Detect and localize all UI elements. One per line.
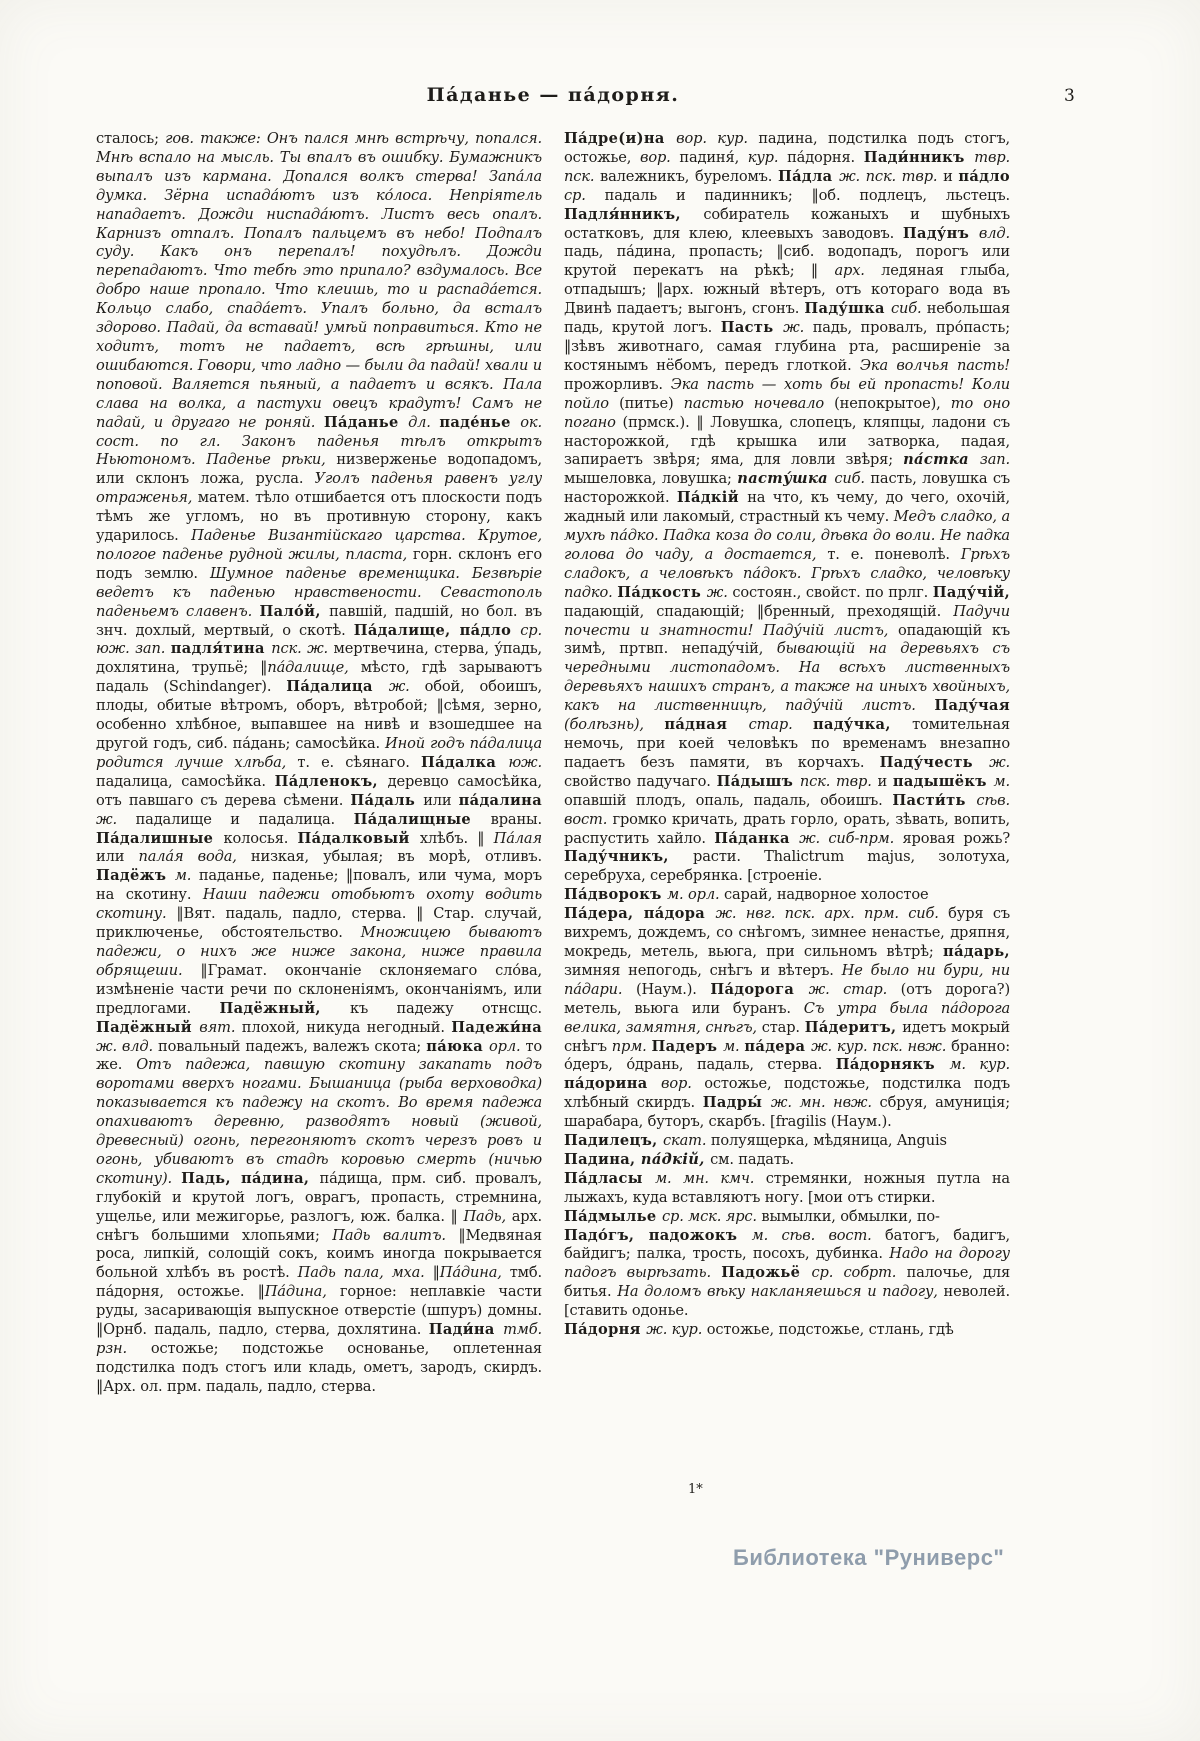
text-run: Иной годъ па́далица родится лучше хлѣба,	[96, 735, 542, 771]
text-run: м.	[993, 772, 1010, 790]
text-run: паданье, паденье; ‖повалъ, или чума, моръ на скотину.	[96, 867, 542, 904]
text-run: ‖Грамат. окончаніе склоняемаго сло́ва, измѣненіе части речи по склоненіямъ, окончаніямъ, или предлогами.	[96, 961, 542, 1017]
text-run: па́юка	[426, 1037, 489, 1055]
text-run: буря съ вихремъ, дождемъ, со снѣгомъ, зимнее ненастье, дряпня, мокредь, метель, вьюга, при сильномъ вѣтрѣ;	[564, 905, 1010, 960]
text-run: тмб. рзн.	[96, 1321, 542, 1357]
text-run: сарай, надворное холостое	[723, 886, 929, 904]
text-run: Па́далищные	[353, 810, 491, 828]
text-run: Па́дорога	[710, 980, 809, 998]
text-run: Па́дина,	[264, 1283, 340, 1301]
text-run: идетъ мокрый снѣгъ	[564, 1018, 1010, 1055]
text-run: падалище и падалица.	[135, 810, 354, 828]
text-run: Медъ сладко, а мухѣ па́дко. Падка коза до соли, дѣвка до воли. Не падка голова до чаду, а достается,	[564, 508, 1010, 563]
text-run: остожье, подстожье, подстилка подъ хлѣбный скирдъ.	[564, 1075, 1010, 1112]
text-run: падиня́,	[679, 148, 748, 166]
text-run: па́дорня.	[787, 148, 864, 166]
text-run: ‖Вят. падаль, падло, стерва. ‖ Стар. случай, приключенье, обстоятельство.	[96, 905, 542, 942]
text-run: или	[423, 791, 459, 809]
text-run: то же.	[96, 1037, 542, 1074]
text-run: плохой, никуда негодный.	[241, 1018, 452, 1036]
text-run: вор.	[661, 1075, 705, 1093]
text-run: дл.	[408, 413, 440, 431]
text-run: па́далище,	[267, 659, 361, 677]
text-run: Падёжъ	[96, 867, 175, 885]
text-run: Па́далишные	[96, 829, 224, 847]
text-run: (Наум.).	[635, 980, 711, 998]
text-run: ср.	[564, 186, 605, 204]
text-run: па́дарь,	[943, 942, 1010, 960]
text-run: деревцо самосѣйка, отъ павшаго съ дерева сѣмени.	[96, 772, 542, 809]
text-run: хлѣбъ. ‖	[419, 829, 494, 847]
text-run: ж. нвг. пск. арх. прм. сиб.	[715, 905, 949, 923]
text-run: бывающій на деревьяхъ съ чередными листопадомъ. На всѣхъ лиственныхъ деревьяхъ нашихъ странъ, а также на иныхъ хвойныхъ, какъ на лиственницѣ, паду́чій листъ.	[564, 640, 1010, 715]
text-run: ж.	[388, 678, 425, 696]
text-run: низкая, убылая; въ морѣ, отливъ.	[250, 848, 542, 866]
text-run: падина, подстилка подъ стогъ, остожье,	[564, 130, 1010, 166]
running-title: Па́данье — па́дорня.	[426, 84, 680, 106]
text-run: прожорливъ.	[564, 375, 671, 393]
text-run: Падучи почести и знатности! Паду́чій листъ,	[564, 602, 1010, 639]
text-run: падля́тина	[170, 640, 272, 658]
text-run: пасту́шка	[737, 470, 835, 488]
text-run: гов. также: Онъ пался мнѣ встрѣчу, попался. Мнѣ вспало на мысль. Ты впалъ въ ошибку. Бумажникъ выпалъ изъ кармана. Допался волкъ стерва! Запа́ла думка. Зёрна испада́ютъ изъ ко́лоса. Непріятель нападаетъ. Дожди ниспада́ютъ. Листъ весь опалъ. Карнизъ отпалъ. Попалъ пальцемъ въ небо! Подпалъ суду. Какъ онъ перепалъ! похудѣлъ. Дожди перепадаютъ. Что тебѣ это припало? вздумалось. Все добро наше пропало. Что клеишь, то и распада́ется. Кольцо слабо, спада́етъ. Упалъ больно, да всталъ здорово. Падай, да вставай! умѣй поправиться. Кто не ходитъ, тотъ не падаетъ, всѣ грѣшны, или ошибаются. Говори, что ладно — были да падай! хвали и поповой. Валяется пьяный, а падаетъ и всякъ. Пала слава на волка, а пастухи овецъ крадутъ! Самъ не падай, и другаго не роняй.	[96, 130, 542, 431]
text-run: опавшій плодъ, опаль, падаль, обоишъ.	[564, 791, 893, 809]
text-run: опадающій къ зимѣ, пртвп. непаду́чій,	[564, 621, 1010, 658]
text-run: стремянки, ножныя путла на лыжахъ, куда вставляютъ ногу. [мои отъ стирки.	[564, 1169, 1010, 1206]
text-run: падышёкъ	[892, 772, 994, 790]
text-run: Па́дера, па́дора	[564, 905, 716, 923]
text-run: Уголъ паденья равенъ углу отраженья,	[96, 470, 542, 507]
text-run: вят.	[199, 1018, 242, 1036]
text-run: Па́дленокъ,	[274, 772, 388, 790]
text-run: Па́дкій	[676, 489, 748, 507]
text-run: враны.	[490, 810, 542, 828]
text-run: арх.	[834, 262, 882, 280]
text-run: На доломъ вѣку накланяешься и падогу,	[617, 1283, 944, 1301]
dictionary-paragraph	[564, 1151, 1010, 1170]
text-run: пала́я вода,	[138, 848, 251, 866]
text-run: (прмск.). ‖ Ловушка, слопецъ, кляпцы, ладони съ насторожкой, гдѣ крышка или затворка, падая, запираетъ звѣря; яма, для ловли звѣря;	[564, 413, 1010, 469]
text-run: небольшая падь, крутой логъ.	[564, 300, 1010, 337]
text-run: Шумное паденье временщика. Безвѣріе ведетъ къ паденью нравствености. Севастополь паденьемъ славенъ.	[96, 564, 542, 620]
text-run: то оно погано	[564, 394, 1010, 431]
text-run: вымылки, обмылки, по-	[761, 1207, 940, 1225]
text-run: па́дло	[958, 167, 1010, 185]
text-run: Па́данье	[323, 413, 409, 431]
text-run: Па́даль	[350, 791, 424, 809]
text-run: ж. кур.	[646, 1321, 707, 1339]
text-run: или	[96, 848, 139, 866]
text-run: Па́данка	[714, 829, 800, 847]
text-run: яровая рожь?	[902, 829, 1010, 847]
text-run: Не было ни бури, ни па́дари.	[564, 961, 1010, 998]
text-run: Падо́гъ, падожокъ	[564, 1226, 752, 1244]
text-run: громко кричать, драть горло, орать, зѣвать, вопить, распустить хайло.	[564, 810, 1010, 847]
text-run: расти. Thalictrum majus, золотуха, серебруха, серебрянка. [строеніе.	[564, 848, 1010, 885]
text-run: и	[877, 772, 893, 790]
text-run: прм.	[611, 1037, 652, 1055]
text-run: пасть, ловушка съ насторожкой.	[564, 470, 1010, 507]
text-run: Па́лая	[493, 829, 542, 847]
text-run: Эка пасть — хоть бы ей пропасть! Коли пойло	[564, 375, 1010, 412]
text-run: па́дная	[664, 716, 749, 734]
text-columns	[96, 130, 1010, 1482]
dictionary-paragraph	[564, 886, 1010, 905]
text-run: (питье)	[619, 394, 684, 412]
text-run: ледяная глыба, отпадышъ; ‖арх. южный вѣтеръ, отъ котораго вода въ Двинѣ падаетъ; выгонъ, сгонъ.	[564, 262, 1010, 318]
text-run: стар.	[761, 1018, 805, 1036]
text-run: м. орл.	[667, 886, 724, 904]
text-run: твр. пск.	[564, 148, 1010, 185]
text-run: пск. ж.	[271, 640, 334, 658]
text-run: Падь, па́дина,	[181, 1169, 320, 1187]
text-run: Пади́нникъ	[863, 148, 975, 166]
text-run: м.	[174, 867, 199, 885]
text-run: Па́далковый	[297, 829, 420, 847]
dictionary-paragraph	[564, 1208, 1010, 1227]
text-run: Па́дла	[777, 167, 840, 185]
text-run: м. мн. кмч.	[655, 1169, 766, 1187]
text-run: мышеловка, ловушка;	[564, 470, 738, 488]
text-run: Падёжный,	[219, 999, 351, 1017]
signature-mark: 1*	[688, 1482, 703, 1497]
text-run: Паду́нъ	[902, 224, 979, 242]
text-run: Па́дре(и)на	[564, 130, 677, 147]
text-run: па́дера	[744, 1037, 812, 1055]
page-header	[96, 84, 1010, 110]
text-run: Падь валитъ.	[332, 1226, 459, 1244]
text-run: (непокрытое),	[834, 394, 951, 412]
text-run: палочье, для битья.	[564, 1264, 1010, 1301]
text-run: па́стка	[903, 451, 980, 469]
text-run: па́далина	[458, 791, 542, 809]
text-run: вор.	[640, 148, 680, 166]
text-run: мѣсто, гдѣ зарываютъ падаль (Schindanger).	[96, 659, 542, 696]
text-run: сталось;	[96, 130, 166, 147]
text-run: Отъ падежа, павшую скотину закапать подъ воротами вверхъ ногами. Бышаница (рыба верховодка) показывается къ падежу на скотъ. Во время падежа опахиваютъ деревню, разводятъ новый (живой, древесный) огонь, перегоняютъ скотъ черезъ ровъ и огонь, убиваютъ въ стадѣ коровью смерть (ничью скотину).	[96, 1056, 542, 1187]
text-run: м. сѣв. вост.	[751, 1226, 886, 1244]
text-run: Паду́чникъ,	[564, 848, 694, 866]
text-run: арх. снѣгъ большими хлопьями;	[96, 1207, 542, 1244]
text-run: па́дорина	[564, 1075, 662, 1093]
text-run: (болѣзнь),	[564, 716, 665, 734]
text-run: сѣв. вост.	[564, 791, 1010, 828]
text-run: зап.	[979, 451, 1010, 469]
text-run: горн. склонъ его подъ землю.	[96, 545, 542, 582]
text-run: къ падежу отнсщс.	[350, 999, 542, 1017]
text-run: Грѣхъ сладокъ, а человѣкъ па́докъ. Грѣхъ сладко, человѣку падко.	[564, 545, 1010, 601]
text-run: ср. юж. зап.	[96, 621, 542, 658]
text-run: Паду́честь	[879, 753, 990, 771]
text-run: ок. сост. по гл.	[96, 413, 542, 450]
text-run: Па́дмылье	[564, 1207, 662, 1225]
text-run: Падеръ	[651, 1037, 724, 1055]
text-run: влд.	[978, 224, 1010, 242]
text-run: Падля́нникъ,	[564, 205, 704, 223]
text-run: паде́нье	[439, 413, 521, 431]
text-run: Законъ паденья тѣлъ открытъ Ньютономъ. Паденье рѣки,	[96, 432, 542, 469]
text-run: низверженье водопадомъ, или склонъ ложа, русла.	[96, 451, 542, 488]
text-run: Пасть	[720, 319, 784, 337]
text-run: Падожьё	[721, 1264, 812, 1282]
text-run: Па́далка	[421, 753, 509, 771]
text-run: падь, провалъ, про́пасть; ‖зѣвъ животнаго, самая глубина рта, расширеніе за костянымъ нёбомъ, передъ глоткой.	[564, 319, 1010, 374]
text-run: ж.	[96, 810, 136, 828]
text-run: зимняя непогодь, снѣгъ и вѣтеръ.	[564, 961, 842, 979]
text-run: Съ утра была па́дорога велика, замятня, снѣгъ,	[564, 999, 1010, 1036]
text-run: Пало́й,	[259, 602, 330, 620]
dictionary-paragraph	[564, 1170, 1010, 1208]
text-run: ж.	[989, 753, 1010, 771]
text-run: Па́дорнякъ	[835, 1056, 950, 1074]
watermark: Библиотека "Руниверс"	[733, 1545, 1005, 1570]
text-run: колосья.	[223, 829, 298, 847]
dictionary-paragraph	[564, 1132, 1010, 1151]
text-run: па́дища, прм. сиб. провалъ, глубокій и крутой логъ, оврагъ, пропасть, стремнина, ущелье, или межигорье, разлогъ, юж. балка. ‖	[96, 1169, 542, 1225]
dictionary-paragraph	[96, 130, 542, 1397]
text-run: Паду́шка	[804, 300, 891, 318]
text-run: Паденье Византійскаго царства. Крутое, пологое паденье рудной жилы, пласта,	[96, 527, 542, 563]
text-run: Пасти́ть	[892, 791, 977, 809]
text-run: тмб. па́дорня, остожье. ‖	[96, 1264, 542, 1301]
text-run: собиратель кожаныхъ и шубныхъ остатковъ, для клею, клеевыхъ заводовъ.	[564, 205, 1010, 242]
text-run: ‖	[432, 1264, 440, 1282]
text-run: ср. собрт.	[811, 1264, 907, 1282]
text-run: на что, къ чему, до чего, охочій, жадный или лакомый, страстный къ чему.	[564, 489, 1010, 526]
text-run: ж. кур. пск. нвж.	[811, 1037, 952, 1055]
left-column	[96, 130, 542, 1482]
text-run: Множицею бываютъ падежи, о нихъ же ниже закона, ниже правила обрящеши.	[96, 924, 542, 979]
dictionary-paragraph	[564, 1321, 1010, 1340]
text-run: м.	[723, 1037, 745, 1055]
text-run: ж. влд.	[96, 1037, 158, 1055]
text-run: Па́деритъ,	[804, 1018, 903, 1036]
text-run: падь, па́дина, пропасть; ‖сиб. водопадъ, порогъ или крутой перекатъ на рѣкѣ; ‖	[564, 243, 1010, 280]
text-run: м. кур.	[949, 1056, 1010, 1074]
text-run: томительная немочь, при коей человѣкъ по временамъ внезапно падаетъ безъ памяти, въ корчахъ.	[564, 716, 1010, 771]
text-run: Падёжный	[96, 1018, 200, 1036]
text-run: Па́дкость	[617, 583, 707, 601]
text-run: паду́чка,	[812, 716, 913, 734]
right-column	[564, 130, 1010, 1482]
text-run: падаль и падинникъ; ‖об. подлецъ, льстецъ.	[604, 186, 1010, 204]
text-run: т. е. поневолѣ.	[827, 545, 961, 563]
text-run: валежникъ, буреломъ.	[600, 167, 778, 185]
text-run: вор. кур.	[676, 130, 759, 147]
text-run: бранно: о́деръ, о́дрань, падаль, стерва.	[564, 1037, 1010, 1074]
text-run: Падь,	[463, 1207, 512, 1225]
text-run: и	[943, 167, 959, 185]
text-run: неволей. [ставить одонье.	[564, 1283, 1010, 1320]
text-run: пск. твр.	[799, 772, 878, 790]
text-run: состоян., свойст. по прлг.	[732, 583, 933, 601]
text-run: павшій, падшій, но бол. въ знч. дохлый, мертвый, о скотѣ.	[96, 602, 542, 639]
text-run: Па́дышъ	[716, 772, 800, 790]
text-run: орл.	[489, 1037, 526, 1055]
text-run: см. падать.	[710, 1150, 795, 1168]
text-run: горное: неплавкіе части руды, засаривающія выпускное отверстіе (шпуръ) домны. ‖Орнб. падаль, падло, стерва, дохлятина.	[96, 1283, 542, 1339]
text-run: падающій, спадающій; ‖бренный, преходящій.	[564, 602, 954, 620]
text-run: Паду́чій,	[932, 583, 1010, 601]
text-run: Падры́	[702, 1094, 771, 1112]
text-run: па́дкій,	[640, 1150, 711, 1168]
text-run: Наши падежи отобьютъ охоту водить скотину.	[96, 886, 542, 923]
page-number: 3	[1064, 86, 1075, 106]
text-run: повальный падежъ, валежъ скота;	[158, 1037, 427, 1055]
text-run: сиб.	[834, 470, 871, 488]
text-run: Па́дорня	[564, 1321, 647, 1339]
text-run: ж. стар.	[808, 980, 901, 998]
text-run: Па́дина,	[439, 1264, 510, 1282]
dictionary-paragraph	[564, 130, 1010, 886]
text-run: Эка волчья пасть!	[859, 356, 1010, 374]
text-run: матем. тѣло отшибается отъ плоскости подъ тѣмъ же угломъ, но въ противную сторону, какъ ударилось.	[96, 489, 542, 545]
text-run: свойство падучаго.	[564, 772, 717, 790]
text-run: кур.	[747, 148, 788, 166]
text-run: Паду́чая	[934, 697, 1010, 715]
text-run: т. е. сѣянаго.	[297, 753, 422, 771]
text-run: мертвечина, стерва, у́падь, дохлятина, трупьё; ‖	[96, 640, 542, 677]
text-run: Пади́на	[428, 1321, 504, 1339]
dictionary-paragraph	[564, 905, 1010, 1132]
text-run: Па́дворокъ	[564, 886, 668, 904]
text-run: Падь пала, мха.	[297, 1264, 433, 1282]
dictionary-paragraph	[564, 1227, 1010, 1322]
text-run: сбруя, амуниція; шарабара, буторъ, скарбъ. [fragilis (Наум.).	[564, 1094, 1010, 1131]
text-run: Падина,	[564, 1150, 641, 1168]
text-run: ж.	[783, 319, 813, 337]
text-run: сиб.	[891, 300, 927, 318]
text-run: скат.	[663, 1132, 711, 1150]
text-run: Падилецъ,	[564, 1132, 664, 1150]
text-run: ср. мск. ярс.	[661, 1207, 762, 1225]
text-run: пастью ночевало	[683, 394, 835, 412]
text-run: полуящерка, мѣдяница, Anguis	[710, 1132, 947, 1150]
text-run: Па́дласы	[564, 1169, 656, 1187]
text-run: падалица, самосѣйка.	[96, 772, 275, 790]
text-run: юж.	[508, 753, 542, 771]
text-run: Падежи́на	[451, 1018, 542, 1036]
text-run: батогъ, бадигъ, байдигъ; палка, трость, посохъ, дубинка.	[564, 1226, 1010, 1263]
text-run: ж. мн. нвж.	[770, 1094, 880, 1112]
text-run: (отъ дорога?) метель, вьюга или буранъ.	[564, 980, 1010, 1017]
text-run: Па́далица	[286, 678, 389, 696]
text-run: остожье, подстожье, стлань, гдѣ	[706, 1321, 954, 1339]
text-run: ж. сиб-прм.	[799, 829, 903, 847]
text-run: стар.	[748, 716, 813, 734]
text-run: Па́далище, па́дло	[353, 621, 521, 639]
text-run: обой, обоишъ, плоды, обитые вѣтромъ, оборъ, вѣтробой; ‖сѣмя, зерно, особенно хлѣбное, выпавшее на нивѣ и взошедшее на другой годъ, сиб. па́дань; самосѣйка.	[96, 678, 542, 752]
text-run: Надо на дорогу падогъ вырѣзать.	[564, 1245, 1010, 1282]
text-run: ‖Медвяная роса, липкій, солощій сокъ, коимъ иногда покрывается больной хлѣбъ въ ростѣ.	[96, 1226, 542, 1282]
text-run: ж.	[706, 583, 733, 601]
text-run: остожье; подстожье основанье, оплетенная подстилка подъ стогъ или кладь, ометъ, зародъ, скирдъ. ‖Арх. ол. прм. падаль, падло, стерва.	[96, 1340, 542, 1395]
text-run: ж. пск. твр.	[839, 167, 944, 185]
